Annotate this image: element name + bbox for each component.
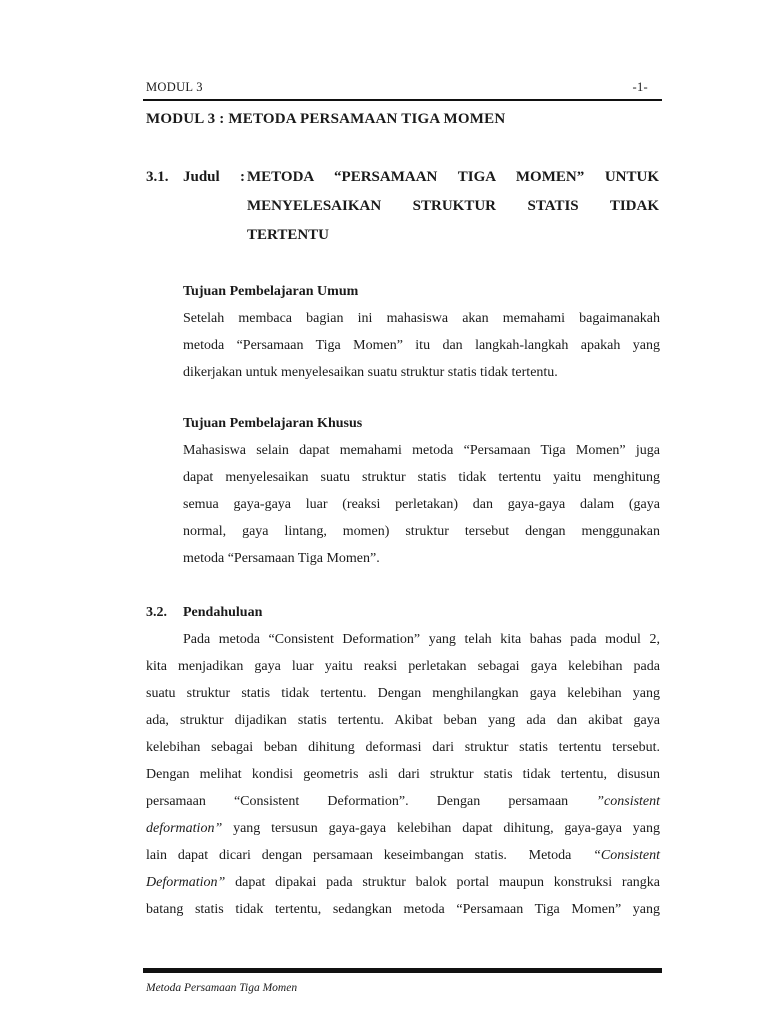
umum-line-2: metoda “Persamaan Tiga Momen” itu dan langkah-langkah apakah yang (183, 338, 660, 353)
pendahuluan-line-3: suatu struktur statis tidak tertentu. Dengan menghilangkan gaya kelebihan yang (146, 686, 660, 701)
tujuan-khusus-heading: Tujuan Pembelajaran Khusus (183, 416, 363, 431)
tujuan-umum-heading: Tujuan Pembelajaran Umum (183, 284, 359, 299)
pendahuluan-line-11: batang statis tidak tertentu, sedangkan metoda “Persamaan Tiga Momen” yang (146, 902, 660, 917)
judul-label: Judul (183, 169, 220, 185)
pendahuluan-line-2: kita menjadikan gaya luar yaitu reaksi perletakan sebagai gaya kelebihan pada (146, 659, 660, 674)
header-page-number: -1- (632, 80, 648, 94)
pendahuluan-heading: Pendahuluan (183, 605, 263, 620)
pendahuluan-line-8 (146, 820, 660, 838)
judul-colon: : (240, 169, 245, 185)
running-footer: Metoda Persamaan Tiga Momen (146, 982, 298, 994)
umum-line-3: dikerjakan untuk menyelesaikan suatu struktur statis tidak tertentu. (183, 365, 558, 380)
pendahuluan-line-7 (146, 793, 660, 811)
header-rule (143, 99, 662, 101)
line8-rest: yang tersusun gaya-gaya kelebihan dapat dihitung, gaya-gaya yang (222, 821, 660, 836)
pendahuluan-line-9 (146, 847, 660, 865)
line9-italic: “Consistent (593, 848, 660, 863)
line7-word-3: Deformation”. (327, 794, 409, 809)
pendahuluan-line-4: ada, struktur dijadikan statis tertentu. Akibat beban yang ada dan akibat gaya (146, 713, 660, 728)
section-number-3-2: 3.2. (146, 605, 167, 620)
line7-word-5: persamaan (508, 794, 569, 809)
line7-word-2: “Consistent (233, 794, 300, 809)
line10-italic: Deformation” (146, 875, 226, 890)
module-title: MODUL 3 : METODA PERSAMAAN TIGA MOMEN (146, 111, 506, 127)
pendahuluan-line-6: Dengan melihat kondisi geometris asli dari struktur statis tidak tertentu, disusun (146, 767, 660, 782)
line7-word-1: persamaan (146, 794, 206, 809)
line7-word-4: Dengan (436, 794, 481, 809)
khusus-line-2: dapat menyelesaikan suatu struktur statis tidak tertentu yaitu menghitung (183, 470, 660, 485)
pendahuluan-line-1: Pada metoda “Consistent Deformation” yang telah kita bahas pada modul 2, (183, 632, 660, 647)
line10-rest: dapat dipakai pada struktur balok portal maupun konstruksi rangka (225, 875, 660, 890)
line7-word-6: ”consistent (596, 794, 661, 809)
footer-rule (143, 968, 662, 973)
pendahuluan-line-10 (146, 874, 660, 892)
judul-line-3: TERTENTU (247, 227, 329, 243)
umum-line-1: Setelah membaca bagian ini mahasiswa akan memahami bagaimanakah (183, 311, 660, 326)
pendahuluan-line-5: kelebihan sebagai beban dihitung deformasi dari struktur statis tertentu tersebut. (146, 740, 660, 755)
running-header (146, 80, 660, 98)
line8-italic: deformation” (146, 821, 223, 836)
section-number-3-1: 3.1. (146, 169, 169, 185)
khusus-line-5: metoda “Persamaan Tiga Momen”. (183, 551, 380, 566)
header-module-label: MODUL 3 (146, 80, 203, 94)
judul-line-2: MENYELESAIKAN STRUKTUR STATIS TIDAK (247, 198, 659, 214)
line9-text: lain dapat dicari dengan persamaan keseimbangan statis. Metoda (146, 848, 594, 863)
khusus-line-4: normal, gaya lintang, momen) struktur tersebut dengan menggunakan (183, 524, 660, 539)
judul-line-1: METODA “PERSAMAAN TIGA MOMEN” UNTUK (247, 169, 659, 185)
khusus-line-3: semua gaya-gaya luar (reaksi perletakan) dan gaya-gaya dalam (gaya (183, 497, 660, 512)
khusus-line-1: Mahasiswa selain dapat memahami metoda “Persamaan Tiga Momen” juga (183, 443, 660, 458)
